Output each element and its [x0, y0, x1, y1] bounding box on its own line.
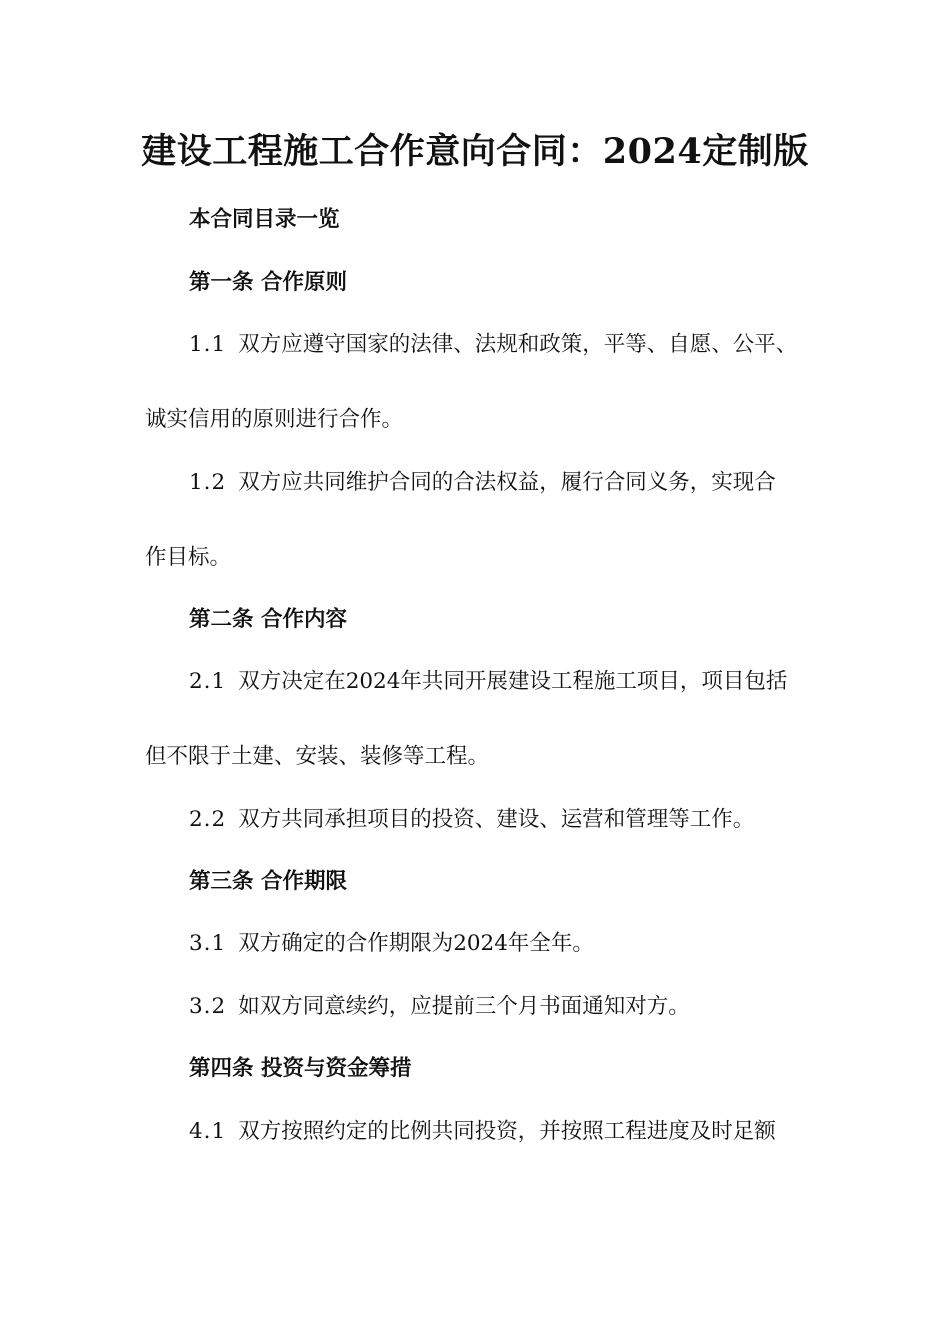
clause-text: 双方确定的合作期限为2024年全年。: [238, 931, 594, 956]
clause-number: 4.1: [189, 1119, 227, 1144]
clause-number: 1.2: [189, 470, 227, 495]
clause-4-1-line-1: [189, 1117, 776, 1147]
article-4-heading: 第四条 投资与资金筹措: [189, 1056, 412, 1081]
clause-number: 3.1: [189, 931, 227, 956]
clause-1-2-line-1: [189, 468, 776, 498]
document-title: 建设工程施工合作意向合同：2024定制版: [141, 131, 809, 172]
clause-text: 双方应遵守国家的法律、法规和政策，平等、自愿、公平、: [238, 332, 798, 357]
clause-text: 双方按照约定的比例共同投资，并按照工程进度及时足额: [238, 1119, 776, 1144]
clause-text: 双方决定在2024年共同开展建设工程施工项目，项目包括: [238, 669, 788, 694]
clause-2-2-line-1: [189, 805, 754, 835]
clause-1-1-line-2: 诚实信用的原则进行合作。: [145, 407, 404, 432]
clause-2-1-line-1: [189, 667, 787, 697]
clause-text: 如双方同意续约，应提前三个月书面通知对方。: [238, 994, 690, 1019]
clause-number: 2.1: [189, 669, 227, 694]
clause-3-1-line-1: [189, 929, 594, 959]
clause-number: 3.2: [189, 994, 227, 1019]
clause-2-1-line-2: 但不限于土建、安装、装修等工程。: [145, 744, 490, 769]
clause-1-1-line-1: [189, 330, 797, 360]
clause-3-2-line-1: [189, 992, 690, 1022]
clause-number: 2.2: [189, 807, 227, 832]
clause-number: 1.1: [189, 332, 227, 357]
article-3-heading: 第三条 合作期限: [189, 869, 347, 894]
article-2-heading: 第二条 合作内容: [189, 607, 347, 632]
article-1-heading: 第一条 合作原则: [189, 270, 347, 295]
clause-1-2-line-2: 作目标。: [145, 545, 232, 570]
clause-text: 双方共同承担项目的投资、建设、运营和管理等工作。: [238, 807, 755, 832]
clause-text: 双方应共同维护合同的合法权益，履行合同义务，实现合: [238, 470, 776, 495]
toc-heading: 本合同目录一览: [189, 207, 340, 232]
